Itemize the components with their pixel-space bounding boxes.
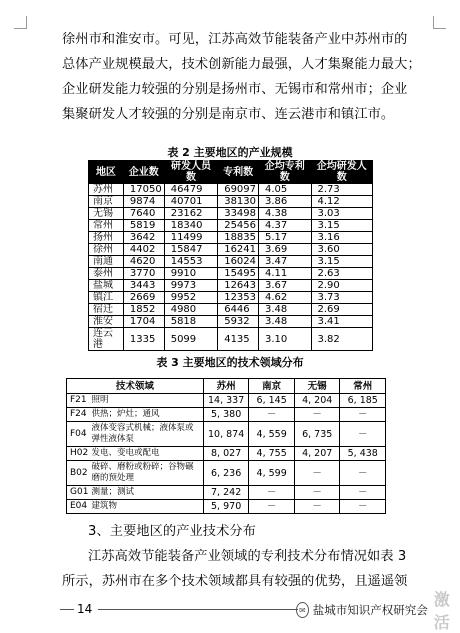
table-row — [67, 394, 386, 408]
table-cell: 10, 874 — [203, 422, 249, 447]
table-cell: 2.63 — [311, 268, 372, 280]
table2-caption: 表 2 主要地区的产业规模 — [167, 146, 293, 159]
table-cell: 1704 — [123, 316, 164, 328]
table-cell: 7, 242 — [203, 486, 249, 500]
table-cell: － — [340, 500, 386, 514]
table-cell: － — [249, 500, 295, 514]
table-cell: 2.90 — [311, 280, 372, 292]
table-row — [67, 447, 386, 461]
table-cell: 4.05 — [259, 184, 312, 196]
table-cell: 38130 — [218, 196, 259, 208]
table-row — [89, 256, 373, 268]
table-cell: 2.69 — [311, 304, 372, 316]
table-cell: 2.73 — [311, 184, 372, 196]
table-row — [89, 232, 373, 244]
table-row — [89, 304, 373, 316]
table-row — [89, 196, 373, 208]
table-cell: 16024 — [218, 256, 259, 268]
table-header: 企均研发人数 — [311, 161, 372, 184]
table-cell: 5.17 — [259, 232, 312, 244]
table-cell: － — [294, 461, 340, 486]
table-cell: － — [249, 486, 295, 500]
page-corner-mark-left — [14, 16, 27, 29]
table-cell: 46479 — [164, 184, 218, 196]
table-cell: 12643 — [218, 280, 259, 292]
section-heading-text: 3、主要地区的产业技术分布 — [88, 524, 256, 539]
table-cell: 4, 755 — [249, 447, 295, 461]
paragraph-line: 徐州市和淮安市。可见，江苏高效节能装备产业中苏州市的 — [62, 32, 408, 47]
paragraph-line: 所示，苏州市在多个技术领域都具有较强的优势，且遥遥领 — [62, 574, 408, 589]
table-cell: 4.37 — [259, 220, 312, 232]
table-cell: 33498 — [218, 208, 259, 220]
table-header: 企业数 — [123, 161, 164, 184]
table-cell: 3770 — [123, 268, 164, 280]
table-cell: 23162 — [164, 208, 218, 220]
watermark — [296, 587, 460, 633]
table-cell-region: 南京 — [89, 196, 124, 208]
table-cell: 4980 — [164, 304, 218, 316]
paragraph-line: 集聚研发人才较强的分别是南京市、连云港市和镇江市。 — [62, 107, 395, 122]
table-cell: － — [294, 486, 340, 500]
table-cell: 3.86 — [259, 196, 312, 208]
paragraph-line: 总体产业规模最大，技术创新能力最强，人才集聚能力最大； — [62, 57, 421, 72]
table-cell: 6, 236 — [203, 461, 249, 486]
table-cell-region: 淮安 — [89, 316, 124, 328]
table-row — [89, 328, 373, 351]
table-header: 苏州 — [203, 379, 249, 394]
table-cell-region: 常州 — [89, 220, 124, 232]
table-cell-code: E04 — [67, 500, 89, 514]
table-cell: 3.82 — [311, 328, 372, 351]
table-cell: 4, 599 — [249, 461, 295, 486]
table-cell-region: 宿迁 — [89, 304, 124, 316]
table-cell-code: H02 — [67, 447, 89, 461]
table-cell-region: 无锡 — [89, 208, 124, 220]
table-cell: 14, 337 — [203, 394, 249, 408]
table-cell: 4.62 — [259, 292, 312, 304]
table-cell: 4135 — [218, 328, 259, 351]
table-cell: － — [249, 408, 295, 422]
table-row — [67, 408, 386, 422]
table-cell: 5818 — [164, 316, 218, 328]
table-row — [89, 184, 373, 196]
paragraph-top — [62, 27, 421, 127]
table-cell: 16241 — [218, 244, 259, 256]
table-cell: 3.73 — [311, 292, 372, 304]
paragraph-line: 江苏高效节能装备产业领域的专利技术分布情况如表 3 — [88, 549, 407, 564]
table-cell: 4, 207 — [294, 447, 340, 461]
table-cell: 4.38 — [259, 208, 312, 220]
table-header: 常州 — [340, 379, 386, 394]
table-header: 研发人员数 — [164, 161, 218, 184]
table-cell: 3.48 — [259, 316, 312, 328]
table-cell: － — [340, 422, 386, 447]
table-cell: 4, 559 — [249, 422, 295, 447]
table-cell: 9952 — [164, 292, 218, 304]
table-cell: 6, 185 — [340, 394, 386, 408]
table-cell: 4620 — [123, 256, 164, 268]
table-cell: 3.60 — [311, 244, 372, 256]
page-corner-mark-right — [433, 16, 446, 29]
table-cell: 15495 — [218, 268, 259, 280]
table-cell: 2669 — [123, 292, 164, 304]
table-cell-field: 照明 — [88, 394, 203, 408]
table-cell: 4, 204 — [294, 394, 340, 408]
table-cell: 69097 — [218, 184, 259, 196]
table-cell: 6446 — [218, 304, 259, 316]
table3-tech-field-distribution — [66, 378, 386, 514]
activation-watermark-logo: 激活 — [433, 590, 451, 632]
table-cell: 3.03 — [311, 208, 372, 220]
table-cell: 14553 — [164, 256, 218, 268]
section-heading — [62, 519, 402, 544]
table3-caption: 表 3 主要地区的技术领域分布 — [156, 356, 304, 369]
table-header-row — [67, 379, 386, 394]
table-cell: 1852 — [123, 304, 164, 316]
table-cell-region: 徐州 — [89, 244, 124, 256]
table-cell: － — [294, 500, 340, 514]
table-cell-field: 供热；炉灶；通风 — [88, 408, 203, 422]
table-cell-region: 泰州 — [89, 268, 124, 280]
table-cell-field: 破碎、磨粉或粉碎；谷物碾磨的预处理 — [88, 461, 203, 486]
table-cell: 9973 — [164, 280, 218, 292]
table-cell: 18835 — [218, 232, 259, 244]
table-header: 南京 — [249, 379, 295, 394]
table2-industry-scale — [88, 160, 373, 351]
table-cell: 25456 — [218, 220, 259, 232]
wechat-icon: ✉ — [296, 602, 309, 618]
table-cell: 6, 145 — [249, 394, 295, 408]
table-cell-field: 液体变容式机械；液体泵或弹性液体泵 — [88, 422, 203, 447]
table-cell: 4.11 — [259, 268, 312, 280]
table-row — [67, 500, 386, 514]
table-header: 技术领域 — [67, 379, 204, 394]
table-cell: 5, 380 — [203, 408, 249, 422]
table-header: 专利数 — [218, 161, 259, 184]
table-cell: 3.41 — [311, 316, 372, 328]
table-cell: 9874 — [123, 196, 164, 208]
table-cell: 17050 — [123, 184, 164, 196]
table-row — [67, 461, 386, 486]
table-cell-code: F24 — [67, 408, 89, 422]
table-row — [89, 268, 373, 280]
table-cell-region: 苏州 — [89, 184, 124, 196]
table-cell: 3.16 — [311, 232, 372, 244]
table3-body — [67, 394, 386, 514]
table-header: 企均专利数 — [259, 161, 312, 184]
table-cell: 3.15 — [311, 220, 372, 232]
table-row — [89, 244, 373, 256]
table-cell-region: 盐城 — [89, 280, 124, 292]
table-cell: － — [340, 486, 386, 500]
table-cell: － — [340, 408, 386, 422]
table-cell: 3.67 — [259, 280, 312, 292]
table-row — [89, 220, 373, 232]
table-cell-region: 连云港 — [89, 328, 124, 351]
table-cell: 3443 — [123, 280, 164, 292]
table-cell: 3.48 — [259, 304, 312, 316]
footer-rule-left — [60, 609, 74, 610]
table-cell-code: F21 — [67, 394, 89, 408]
table-cell-field: 发电、变电或配电 — [88, 447, 203, 461]
table-cell: 5099 — [164, 328, 218, 351]
footer-rule-right — [98, 609, 298, 610]
table-cell: 6, 735 — [294, 422, 340, 447]
table-cell: 40701 — [164, 196, 218, 208]
table-cell-region: 扬州 — [89, 232, 124, 244]
table-cell-field: 建筑物 — [88, 500, 203, 514]
table-cell-region: 镇江 — [89, 292, 124, 304]
page-number: 14 — [77, 602, 93, 616]
table-cell: 5932 — [218, 316, 259, 328]
table-cell: 3.10 — [259, 328, 312, 351]
table-row — [67, 422, 386, 447]
table-cell: 11499 — [164, 232, 218, 244]
table-row — [89, 208, 373, 220]
table-row — [89, 280, 373, 292]
table-cell: 1335 — [123, 328, 164, 351]
table-header-row — [89, 161, 373, 184]
table-cell: 3642 — [123, 232, 164, 244]
watermark-text: 盐城市知识产权研究会 — [312, 603, 428, 617]
table-header: 无锡 — [294, 379, 340, 394]
table-cell: 8, 027 — [203, 447, 249, 461]
table-cell-code: F04 — [67, 422, 89, 447]
table-row — [89, 316, 373, 328]
table-cell: 5, 970 — [203, 500, 249, 514]
table-row — [67, 486, 386, 500]
table-row — [89, 292, 373, 304]
table-cell-code: B02 — [67, 461, 89, 486]
table-cell: 5, 438 — [340, 447, 386, 461]
table-cell: 9910 — [164, 268, 218, 280]
table-cell-region: 南通 — [89, 256, 124, 268]
table-cell: 3.69 — [259, 244, 312, 256]
paragraph-line: 企业研发能力较强的分别是扬州市、无锡市和常州市；企业 — [62, 82, 408, 97]
table-cell-field: 测量；测试 — [88, 486, 203, 500]
table-cell: 4.12 — [311, 196, 372, 208]
table-cell: 5819 — [123, 220, 164, 232]
table-cell: 3.47 — [259, 256, 312, 268]
table-cell: － — [294, 408, 340, 422]
table-cell: 18340 — [164, 220, 218, 232]
table-cell: － — [340, 461, 386, 486]
table2-body — [89, 184, 373, 351]
table-cell-code: G01 — [67, 486, 89, 500]
table-cell: 3.15 — [311, 256, 372, 268]
table-cell: 15847 — [164, 244, 218, 256]
table-header: 地区 — [89, 161, 124, 184]
table-cell: 4402 — [123, 244, 164, 256]
table-cell: 12353 — [218, 292, 259, 304]
table-cell: 7640 — [123, 208, 164, 220]
